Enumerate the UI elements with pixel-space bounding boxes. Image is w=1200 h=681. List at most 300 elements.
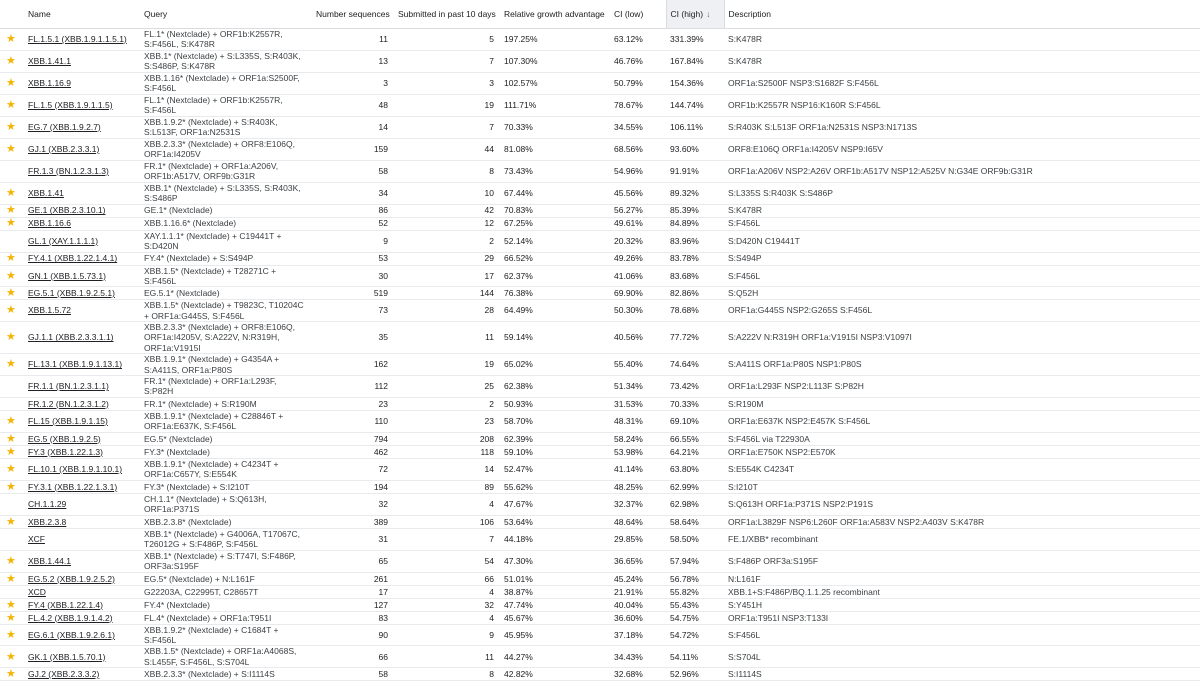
query-cell: XBB.2.3.3* (Nextclade) + ORF8:E106Q, ORF1a:I4205V, S:A222V, N:R319H, ORF1a:V1915I (140, 322, 312, 354)
star-icon[interactable]: ★ (6, 415, 16, 428)
star-cell[interactable] (0, 204, 24, 217)
growth-advantage-cell: 67.25% (500, 217, 610, 230)
variant-name-link[interactable]: EG.7 (XBB.1.9.2.7) (28, 121, 101, 132)
submitted-cell: 7 (394, 116, 500, 138)
variant-name-link[interactable]: EG.5.1 (XBB.1.9.2.5.1) (28, 287, 115, 298)
star-cell[interactable] (0, 28, 24, 50)
ci-low-cell: 45.24% (610, 572, 666, 585)
star-cell[interactable] (0, 624, 24, 646)
query-cell: FL.1* (Nextclade) + ORF1b:K2557R, S:F456L (140, 94, 312, 116)
submitted-cell: 4 (394, 493, 500, 515)
variant-name-link[interactable]: XBB.1.5.72 (28, 305, 72, 316)
ci-high-cell: 64.21% (666, 445, 724, 458)
table-row (0, 432, 1200, 445)
table-row (0, 668, 1200, 681)
ci-high-cell: 93.60% (666, 138, 724, 160)
variant-name-link[interactable]: EG.5.2 (XBB.1.9.2.5.2) (28, 573, 115, 584)
star-cell[interactable] (0, 138, 24, 160)
name-cell (24, 493, 140, 515)
ci-high-cell: 58.64% (666, 515, 724, 528)
variant-name-link[interactable]: GL.1 (XAY.1.1.1.1) (28, 235, 99, 246)
variant-name-link[interactable]: GJ.1 (XBB.2.3.3.1) (28, 143, 100, 154)
ci-low-cell: 34.55% (610, 116, 666, 138)
ci-high-cell: 62.98% (666, 493, 724, 515)
star-icon[interactable]: ★ (6, 480, 16, 493)
variant-name-link[interactable]: FR.1.1 (BN.1.2.3.1.1) (28, 381, 109, 392)
ci-high-cell: 89.32% (666, 182, 724, 204)
variant-name-link[interactable]: FL.1.5.1 (XBB.1.9.1.1.5.1) (28, 33, 127, 44)
variant-name-link[interactable]: CH.1.1.29 (28, 499, 67, 510)
submitted-cell: 89 (394, 480, 500, 493)
name-cell (24, 354, 140, 376)
growth-advantage-cell: 62.38% (500, 376, 610, 398)
ci-low-cell: 31.53% (610, 397, 666, 410)
growth-advantage-cell: 58.70% (500, 410, 610, 432)
description-cell: ORF1a:L3829F NSP6:L260F ORF1a:A583V NSP2:A403V S:K478R (724, 515, 1200, 528)
star-icon[interactable]: ★ (6, 217, 16, 230)
number-sequences-cell: 83 (312, 611, 394, 624)
description-cell: S:K478R (724, 28, 1200, 50)
name-cell (24, 397, 140, 410)
star-icon[interactable]: ★ (6, 54, 16, 67)
growth-advantage-cell: 66.52% (500, 252, 610, 265)
star-cell[interactable] (0, 493, 24, 515)
name-cell (24, 572, 140, 585)
star-cell[interactable] (0, 611, 24, 624)
variant-name-link[interactable]: XCF (28, 534, 45, 545)
name-cell (24, 138, 140, 160)
star-icon[interactable]: ★ (6, 269, 16, 282)
name-cell (24, 528, 140, 550)
ci-high-cell: 82.86% (666, 287, 724, 300)
ci-high-cell: 154.36% (666, 72, 724, 94)
variant-name-link[interactable]: FR.1.3 (BN.1.2.3.1.3) (28, 165, 109, 176)
star-cell[interactable] (0, 397, 24, 410)
table-row (0, 28, 1200, 50)
growth-advantage-cell: 38.87% (500, 585, 610, 598)
submitted-cell: 29 (394, 252, 500, 265)
description-cell: S:S494P (724, 252, 1200, 265)
header-query-label: Query (144, 8, 168, 19)
growth-advantage-cell: 76.38% (500, 287, 610, 300)
header-name[interactable] (24, 0, 140, 28)
number-sequences-cell: 794 (312, 432, 394, 445)
ci-high-cell: 83.78% (666, 252, 724, 265)
star-cell[interactable] (0, 322, 24, 354)
name-cell (24, 646, 140, 668)
star-icon[interactable]: ★ (6, 331, 16, 344)
number-sequences-cell: 110 (312, 410, 394, 432)
star-icon[interactable]: ★ (6, 120, 16, 133)
submitted-cell: 9 (394, 624, 500, 646)
growth-advantage-cell: 55.62% (500, 480, 610, 493)
number-sequences-cell: 112 (312, 376, 394, 398)
description-cell: S:L335S S:R403K S:S486P (724, 182, 1200, 204)
number-sequences-cell: 17 (312, 585, 394, 598)
query-cell: G22203A, C22995T, C28657T (140, 585, 312, 598)
ci-high-cell: 83.68% (666, 265, 724, 287)
description-cell: S:F456L (724, 217, 1200, 230)
header-ci-high[interactable] (666, 0, 724, 28)
star-icon[interactable]: ★ (6, 611, 16, 624)
number-sequences-cell: 34 (312, 182, 394, 204)
description-cell: S:I1114S (724, 668, 1200, 681)
header-submitted-past-10-days[interactable] (394, 0, 500, 28)
header-description-label: Description (728, 8, 772, 19)
submitted-cell: 17 (394, 265, 500, 287)
table-row (0, 300, 1200, 322)
star-cell[interactable] (0, 252, 24, 265)
ci-high-cell: 83.96% (666, 230, 724, 252)
variant-name-link[interactable]: FY.3 (XBB.1.22.1.3) (28, 446, 103, 457)
query-cell: XAY.1.1.1* (Nextclade) + C19441T + S:D420N (140, 230, 312, 252)
star-cell[interactable] (0, 432, 24, 445)
star-icon[interactable]: ★ (6, 628, 16, 641)
submitted-cell: 66 (394, 572, 500, 585)
star-cell[interactable] (0, 94, 24, 116)
variant-name-link[interactable]: FY.3.1 (XBB.1.22.1.3.1) (28, 481, 118, 492)
ci-low-cell: 49.61% (610, 217, 666, 230)
submitted-cell: 28 (394, 300, 500, 322)
table-row (0, 646, 1200, 668)
submitted-cell: 106 (394, 515, 500, 528)
star-cell[interactable] (0, 287, 24, 300)
description-cell: ORF1a:S2500F NSP3:S1682F S:F456L (724, 72, 1200, 94)
growth-advantage-cell: 107.30% (500, 50, 610, 72)
star-icon[interactable]: ★ (6, 32, 16, 45)
star-cell[interactable] (0, 160, 24, 182)
ci-low-cell: 40.56% (610, 322, 666, 354)
star-icon[interactable]: ★ (6, 445, 16, 458)
number-sequences-cell: 58 (312, 668, 394, 681)
table-row (0, 493, 1200, 515)
ci-high-cell: 54.75% (666, 611, 724, 624)
name-cell (24, 94, 140, 116)
ci-high-cell: 78.68% (666, 300, 724, 322)
submitted-cell: 5 (394, 28, 500, 50)
table-row (0, 572, 1200, 585)
star-cell[interactable] (0, 668, 24, 681)
submitted-cell: 3 (394, 72, 500, 94)
star-icon[interactable]: ★ (6, 598, 16, 611)
number-sequences-cell: 66 (312, 646, 394, 668)
table-row (0, 550, 1200, 572)
star-cell[interactable] (0, 354, 24, 376)
description-cell: S:Y451H (724, 598, 1200, 611)
number-sequences-cell: 261 (312, 572, 394, 585)
growth-advantage-cell: 70.33% (500, 116, 610, 138)
table-row (0, 445, 1200, 458)
star-icon[interactable]: ★ (6, 252, 16, 265)
variant-name-link[interactable]: FY.4 (XBB.1.22.1.4) (28, 599, 103, 610)
star-cell[interactable] (0, 230, 24, 252)
query-cell: FR.1* (Nextclade) + ORF1a:A206V, ORF1b:A517V, ORF9b:G31R (140, 160, 312, 182)
submitted-cell: 7 (394, 50, 500, 72)
query-cell: XBB.2.3.8* (Nextclade) (140, 515, 312, 528)
star-icon[interactable]: ★ (6, 304, 16, 317)
ci-low-cell: 34.43% (610, 646, 666, 668)
submitted-cell: 144 (394, 287, 500, 300)
variant-name-link[interactable]: GN.1 (XBB.1.5.73.1) (28, 270, 106, 281)
star-cell[interactable] (0, 182, 24, 204)
name-cell (24, 668, 140, 681)
ci-low-cell: 51.34% (610, 376, 666, 398)
ci-high-cell: 62.99% (666, 480, 724, 493)
star-icon[interactable]: ★ (6, 204, 16, 217)
header-ci-low-label: CI (low) (614, 8, 644, 19)
star-icon[interactable]: ★ (6, 668, 16, 681)
table-row (0, 94, 1200, 116)
submitted-cell: 8 (394, 668, 500, 681)
ci-low-cell: 69.90% (610, 287, 666, 300)
query-cell: XBB.1* (Nextclade) + S:T747I, S:F486P, ORF3a:S195F (140, 550, 312, 572)
variant-name-link[interactable]: FL.10.1 (XBB.1.9.1.10.1) (28, 464, 123, 475)
ci-high-cell: 331.39% (666, 28, 724, 50)
table-row (0, 458, 1200, 480)
submitted-cell: 4 (394, 585, 500, 598)
name-cell (24, 515, 140, 528)
query-cell: EG.5.1* (Nextclade) (140, 287, 312, 300)
description-cell: ORF1a:E637K NSP2:E457K S:F456L (724, 410, 1200, 432)
description-cell: S:F456L (724, 624, 1200, 646)
variant-name-link[interactable]: EG.5 (XBB.1.9.2.5) (28, 433, 101, 444)
variant-name-link[interactable]: XBB.1.41 (28, 187, 64, 198)
submitted-cell: 4 (394, 611, 500, 624)
ci-low-cell: 29.85% (610, 528, 666, 550)
description-cell: N:L161F (724, 572, 1200, 585)
number-sequences-cell: 127 (312, 598, 394, 611)
star-cell[interactable] (0, 572, 24, 585)
description-cell: S:I210T (724, 480, 1200, 493)
variant-name-link[interactable]: FL.1.5 (XBB.1.9.1.1.5) (28, 99, 113, 110)
ci-low-cell: 36.65% (610, 550, 666, 572)
growth-advantage-cell: 45.95% (500, 624, 610, 646)
name-cell (24, 598, 140, 611)
star-cell[interactable] (0, 646, 24, 668)
growth-advantage-cell: 50.93% (500, 397, 610, 410)
variant-name-link[interactable]: XCD (28, 586, 46, 597)
ci-low-cell: 21.91% (610, 585, 666, 598)
description-cell: S:K478R (724, 50, 1200, 72)
query-cell: XBB.1.5* (Nextclade) + ORF1a:A4068S, S:L455F, S:F456L, S:S704L (140, 646, 312, 668)
star-cell[interactable] (0, 72, 24, 94)
description-cell: ORF1a:T951I NSP3:T133I (724, 611, 1200, 624)
table-row (0, 376, 1200, 398)
ci-low-cell: 46.76% (610, 50, 666, 72)
number-sequences-cell: 462 (312, 445, 394, 458)
submitted-cell: 19 (394, 94, 500, 116)
star-icon[interactable]: ★ (6, 142, 16, 155)
description-cell: S:F456L via T22930A (724, 432, 1200, 445)
star-cell[interactable] (0, 515, 24, 528)
number-sequences-cell: 159 (312, 138, 394, 160)
star-cell[interactable] (0, 410, 24, 432)
table-row (0, 515, 1200, 528)
number-sequences-cell: 14 (312, 116, 394, 138)
star-cell[interactable] (0, 585, 24, 598)
query-cell: XBB.1.9.1* (Nextclade) + G4354A + S:A411S, ORF1a:P80S (140, 354, 312, 376)
growth-advantage-cell: 62.37% (500, 265, 610, 287)
star-icon[interactable]: ★ (6, 463, 16, 476)
query-cell: FY.3* (Nextclade) (140, 445, 312, 458)
number-sequences-cell: 58 (312, 160, 394, 182)
variant-name-link[interactable]: GK.1 (XBB.1.5.70.1) (28, 651, 106, 662)
star-icon[interactable]: ★ (6, 286, 16, 299)
star-cell[interactable] (0, 300, 24, 322)
star-icon[interactable]: ★ (6, 432, 16, 445)
header-query[interactable] (140, 0, 312, 28)
submitted-cell: 54 (394, 550, 500, 572)
ci-high-cell: 106.11% (666, 116, 724, 138)
star-icon[interactable]: ★ (6, 515, 16, 528)
growth-advantage-cell: 44.18% (500, 528, 610, 550)
ci-high-cell: 70.33% (666, 397, 724, 410)
submitted-cell: 2 (394, 397, 500, 410)
header-relative-growth-advantage[interactable] (500, 0, 610, 28)
number-sequences-cell: 72 (312, 458, 394, 480)
variant-name-link[interactable]: FY.4.1 (XBB.1.22.1.4.1) (28, 253, 118, 264)
star-cell[interactable] (0, 528, 24, 550)
table-row (0, 116, 1200, 138)
ci-high-cell: 167.84% (666, 50, 724, 72)
growth-advantage-cell: 111.71% (500, 94, 610, 116)
header-ci-low[interactable] (610, 0, 666, 28)
ci-high-cell: 57.94% (666, 550, 724, 572)
header-description[interactable] (724, 0, 1200, 28)
query-cell: XBB.1.16.6* (Nextclade) (140, 217, 312, 230)
description-cell: S:S704L (724, 646, 1200, 668)
ci-high-cell: 73.42% (666, 376, 724, 398)
submitted-cell: 25 (394, 376, 500, 398)
variant-name-link[interactable]: GJ.1.1 (XBB.2.3.3.1.1) (28, 332, 114, 343)
name-cell (24, 300, 140, 322)
query-cell: XBB.1* (Nextclade) + S:L335S, S:R403K, S:S486P (140, 182, 312, 204)
query-cell: CH.1.1* (Nextclade) + S:Q613H, ORF1a:P371S (140, 493, 312, 515)
arrow-down-icon[interactable]: ↓ (706, 8, 711, 19)
table-row (0, 354, 1200, 376)
growth-advantage-cell: 70.83% (500, 204, 610, 217)
ci-high-cell: 144.74% (666, 94, 724, 116)
star-icon[interactable]: ★ (6, 76, 16, 89)
star-cell[interactable] (0, 376, 24, 398)
query-cell: EG.5* (Nextclade) (140, 432, 312, 445)
ci-high-cell: 91.91% (666, 160, 724, 182)
variant-name-link[interactable]: XBB.1.41.1 (28, 55, 72, 66)
table-row (0, 528, 1200, 550)
submitted-cell: 208 (394, 432, 500, 445)
ci-low-cell: 41.14% (610, 458, 666, 480)
variant-name-link[interactable]: XBB.2.3.8 (28, 516, 67, 527)
star-icon[interactable]: ★ (6, 555, 16, 568)
header-number-sequences[interactable] (312, 0, 394, 28)
header-ci-high-label: CI (high) (670, 8, 704, 19)
star-cell[interactable] (0, 265, 24, 287)
table-row (0, 480, 1200, 493)
ci-low-cell: 50.30% (610, 300, 666, 322)
variant-name-link[interactable]: FR.1.2 (BN.1.2.3.1.2) (28, 398, 109, 409)
header-growth-label: Relative growth advantage (504, 8, 605, 19)
table-row (0, 611, 1200, 624)
name-cell (24, 624, 140, 646)
star-cell[interactable] (0, 458, 24, 480)
name-cell (24, 50, 140, 72)
table-row (0, 585, 1200, 598)
description-cell: S:F486P ORF3a:S195F (724, 550, 1200, 572)
description-cell: S:D420N C19441T (724, 230, 1200, 252)
number-sequences-cell: 65 (312, 550, 394, 572)
number-sequences-cell: 519 (312, 287, 394, 300)
star-icon[interactable]: ★ (6, 650, 16, 663)
header-number-sequences-label: Number sequences (316, 8, 390, 19)
star-cell[interactable] (0, 550, 24, 572)
table-row (0, 287, 1200, 300)
star-icon[interactable]: ★ (6, 186, 16, 199)
description-cell: S:F456L (724, 265, 1200, 287)
growth-advantage-cell: 62.39% (500, 432, 610, 445)
variant-name-link[interactable]: XBB.1.16.9 (28, 77, 72, 88)
star-icon[interactable]: ★ (6, 98, 16, 111)
description-cell: XBB.1+S:F486P/BQ.1.1.25 recombinant (724, 585, 1200, 598)
growth-advantage-cell: 59.10% (500, 445, 610, 458)
number-sequences-cell: 48 (312, 94, 394, 116)
table-row (0, 252, 1200, 265)
query-cell: XBB.1* (Nextclade) + S:L335S, S:R403K, S:S486P, S:K478R (140, 50, 312, 72)
number-sequences-cell: 9 (312, 230, 394, 252)
query-cell: XBB.2.3.3* (Nextclade) + ORF8:E106Q, ORF1a:I4205V (140, 138, 312, 160)
name-cell (24, 550, 140, 572)
description-cell: ORF1a:E750K NSP2:E570K (724, 445, 1200, 458)
query-cell: XBB.1.9.1* (Nextclade) + C4234T + ORF1a:C657Y, S:E554K (140, 458, 312, 480)
ci-high-cell: 52.96% (666, 668, 724, 681)
query-cell: FY.4* (Nextclade) (140, 598, 312, 611)
star-icon[interactable]: ★ (6, 572, 16, 585)
ci-low-cell: 41.06% (610, 265, 666, 287)
variant-name-link[interactable]: EG.6.1 (XBB.1.9.2.6.1) (28, 629, 115, 640)
star-cell[interactable] (0, 480, 24, 493)
ci-low-cell: 48.31% (610, 410, 666, 432)
star-cell[interactable] (0, 445, 24, 458)
query-cell: XBB.1.16* (Nextclade) + ORF1a:S2500F, S:F456L (140, 72, 312, 94)
growth-advantage-cell: 47.30% (500, 550, 610, 572)
submitted-cell: 23 (394, 410, 500, 432)
variant-name-link[interactable]: FL.15 (XBB.1.9.1.15) (28, 416, 108, 427)
variant-name-link[interactable]: XBB.1.44.1 (28, 556, 72, 567)
variant-name-link[interactable]: GE.1 (XBB.2.3.10.1) (28, 205, 106, 216)
query-cell: FR.1* (Nextclade) + S:R190M (140, 397, 312, 410)
star-icon[interactable]: ★ (6, 358, 16, 371)
submitted-cell: 32 (394, 598, 500, 611)
star-cell[interactable] (0, 50, 24, 72)
description-cell: S:Q52H (724, 287, 1200, 300)
variant-name-link[interactable]: FL.4.2 (XBB.1.9.1.4.2) (28, 612, 113, 623)
query-cell: FL.4* (Nextclade) + ORF1a:T951I (140, 611, 312, 624)
growth-advantage-cell: 67.44% (500, 182, 610, 204)
variant-name-link[interactable]: GJ.2 (XBB.2.3.3.2) (28, 669, 100, 680)
variant-name-link[interactable]: XBB.1.16.6 (28, 218, 72, 229)
star-cell[interactable] (0, 598, 24, 611)
star-cell[interactable] (0, 217, 24, 230)
description-cell: S:R190M (724, 397, 1200, 410)
growth-advantage-cell: 81.08% (500, 138, 610, 160)
description-cell: S:E554K C4234T (724, 458, 1200, 480)
query-cell: FY.3* (Nextclade) + S:I210T (140, 480, 312, 493)
number-sequences-cell: 86 (312, 204, 394, 217)
name-cell (24, 160, 140, 182)
number-sequences-cell: 194 (312, 480, 394, 493)
star-cell[interactable] (0, 116, 24, 138)
ci-high-cell: 55.82% (666, 585, 724, 598)
variant-name-link[interactable]: FL.13.1 (XBB.1.9.1.13.1) (28, 359, 123, 370)
